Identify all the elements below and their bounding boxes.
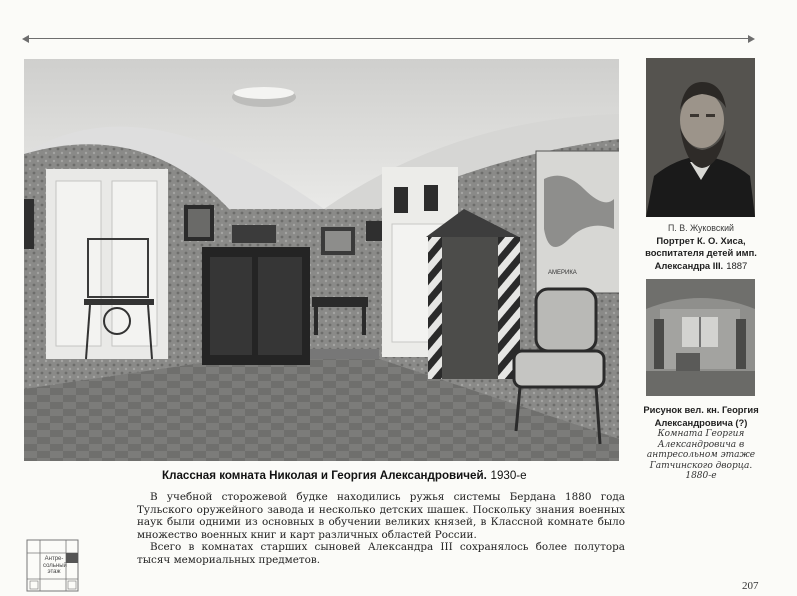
main-caption-year: 1930-е bbox=[490, 469, 527, 482]
drawing-title: Рисунок вел. кн. Георгия Александровича (?) bbox=[643, 404, 759, 428]
portrait-title: Портрет К. О. Хиса, воспитателя детей имп. Александра III. bbox=[645, 234, 757, 271]
drawing-illustration bbox=[646, 279, 755, 396]
portrait-illustration bbox=[646, 58, 755, 217]
main-caption-title: Классная комната Николая и Георгия Александровичей. bbox=[162, 469, 487, 482]
portrait-caption bbox=[641, 223, 761, 272]
interior-drawing bbox=[646, 279, 755, 396]
drawing-description: Комната Георгия Александровича в антресольном этаже Гатчинского дворца. 1880-е bbox=[646, 429, 756, 481]
drawing-caption bbox=[637, 404, 765, 482]
floor-plan-label: Антре-сольный этаж bbox=[43, 556, 67, 575]
page-number: 207 bbox=[742, 580, 759, 592]
header-rule bbox=[28, 38, 748, 39]
portrait-painting bbox=[646, 58, 755, 217]
classroom-photo bbox=[24, 59, 619, 461]
header-rule-left-cap bbox=[22, 35, 29, 43]
classroom-scene-illustration bbox=[24, 59, 619, 461]
portrait-year: 1887 bbox=[726, 260, 748, 272]
map-label: АМЕРИКА bbox=[548, 270, 577, 276]
main-photo-caption bbox=[162, 468, 527, 482]
portrait-author: П. В. Жуковский bbox=[668, 223, 734, 233]
header-rule-right-cap bbox=[748, 35, 755, 43]
body-paragraph: В учебной сторожевой будке находились ружья системы Бердана 1880 года Тульского оружейного завода и несколько детских шашек. Поскольку знания военных наук были одними из основных в обучении великих князей, в Классной комнате было множество военных книг и карт различных областей России. bbox=[137, 491, 625, 541]
body-paragraph: Всего в комнатах старших сыновей Александра III сохранялось более полутора тысяч мемориальных предметов. bbox=[137, 541, 625, 566]
body-text bbox=[137, 491, 625, 566]
